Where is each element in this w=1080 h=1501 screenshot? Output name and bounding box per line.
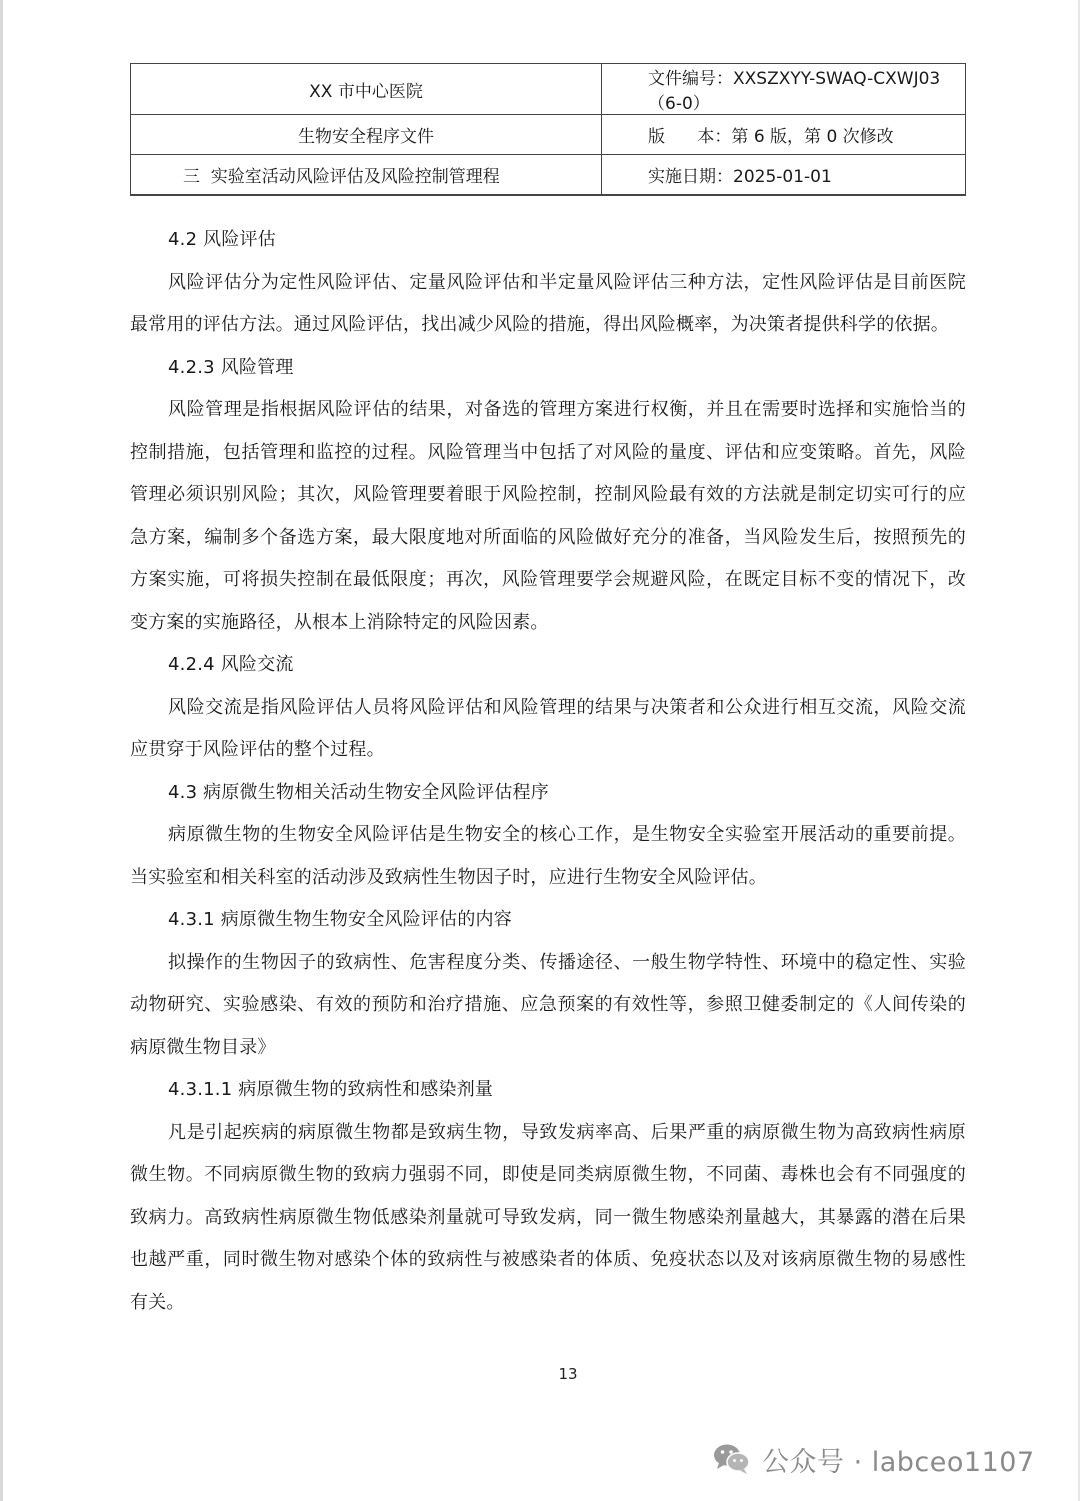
- section-heading: 4.2.3 风险管理: [168, 356, 294, 378]
- document-type: 生物安全程序文件: [131, 115, 602, 155]
- paragraph: 凡是引起疾病的病原微生物都是致病生物，导致发病率高、后果严重的病原微生物为高致病性病原微生物。不同病原微生物的致病力强弱不同，即使是同类病原微生物，不同菌、毒株也会有不同强度的致病力。高致病性病原微生物低感染剂量就可导致发病，同一微生物感染剂量越大，其暴露的潜在后果也越严重，同时微生物对感染个体的致病性与被感染者的体质、免疫状态以及对该病原微生物的易感性有关。: [130, 1121, 966, 1313]
- document-header-table: [130, 63, 966, 196]
- paragraph: 风险交流是指风险评估人员将风险评估和风险管理的结果与决策者和公众进行相互交流，风险交流应贯穿于风险评估的整个过程。: [130, 696, 966, 760]
- paragraph: 风险评估分为定性风险评估、定量风险评估和半定量风险评估三种方法，定性风险评估是目前医院最常用的评估方法。通过风险评估，找出减少风险的措施，得出风险概率，为决策者提供科学的依据。: [130, 271, 966, 335]
- section-heading: 4.2 风险评估: [168, 229, 276, 250]
- hospital-name: XX 市中心医院: [131, 64, 602, 115]
- section-heading: 4.3.1 病原微生物生物安全风险评估的内容: [168, 909, 512, 930]
- paragraph: 拟操作的生物因子的致病性、危害程度分类、传播途径、一般生物学特性、环境中的稳定性、实验动物研究、实验感染、有效的预防和治疗措施、应急预案的有效性等，参照卫健委制定的《人间传染的病原微生物目录》: [130, 951, 966, 1058]
- effective-date: 实施日期：2025-01-01: [602, 155, 966, 196]
- section-heading: 4.3 病原微生物相关活动生物安全风险评估程序: [168, 781, 549, 803]
- section-heading: 4.3.1.1 病原微生物的致病性和感染剂量: [168, 1079, 494, 1100]
- watermark: [712, 1436, 1035, 1482]
- header-row-1: [131, 64, 966, 115]
- watermark-text: 公众号 · labceo1107: [762, 1446, 1035, 1478]
- document-body: [130, 219, 966, 1324]
- header-row-2: [131, 115, 966, 155]
- procedure-title: 三 实验室活动风险评估及风险控制管理程: [131, 155, 602, 196]
- wechat-icon: [712, 1442, 752, 1476]
- page-number: 13: [558, 1365, 578, 1383]
- document-version: 版 本：第 6 版，第 0 次修改: [602, 115, 966, 155]
- header-row-3: [131, 155, 966, 196]
- section-heading: 4.2.4 风险交流: [168, 654, 294, 675]
- page-left-edge: [0, 0, 3, 1501]
- paragraph: 风险管理是指根据风险评估的结果，对备选的管理方案进行权衡，并且在需要时选择和实施恰当的控制措施，包括管理和监控的过程。风险管理当中包括了对风险的量度、评估和应变策略。首先，风险管理必须识别风险；其次，风险管理要着眼于风险控制，控制风险最有效的方法就是制定切实可行的应急方案，编制多个备选方案，最大限度地对所面临的风险做好充分的准备，当风险发生后，按照预先的方案实施，可将损失控制在最低限度；再次，风险管理要学会规避风险，在既定目标不变的情况下，改变方案的实施路径，从根本上消除特定的风险因素。: [130, 399, 966, 633]
- document-number: 文件编号：XXSZXYY-SWAQ-CXWJ03（6-0）: [602, 64, 966, 115]
- paragraph: 病原微生物的生物安全风险评估是生物安全的核心工作，是生物安全实验室开展活动的重要前提。当实验室和相关科室的活动涉及致病性生物因子时，应进行生物安全风险评估。: [130, 824, 966, 888]
